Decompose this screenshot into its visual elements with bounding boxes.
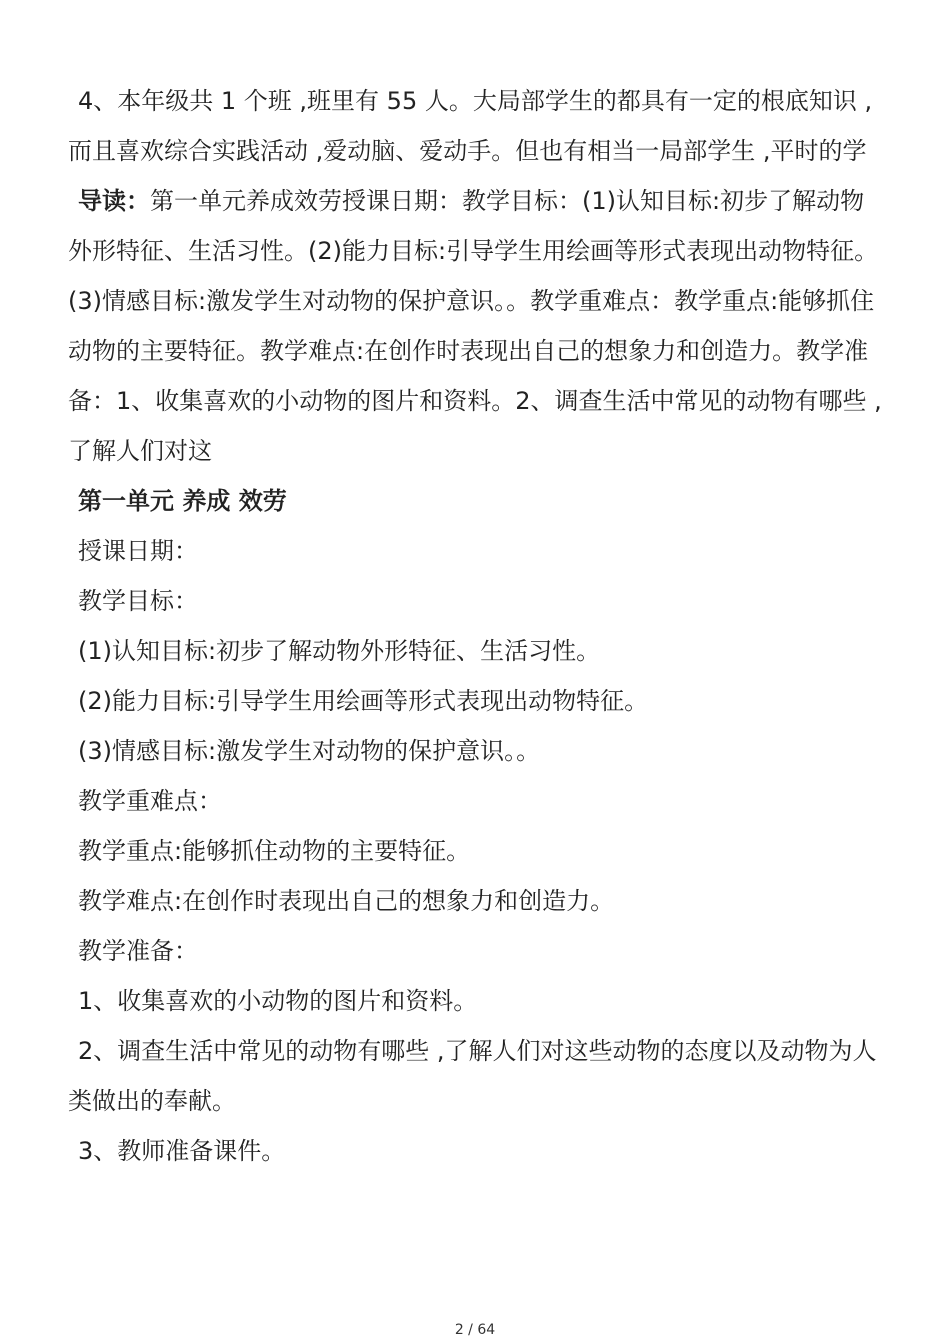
document-page [68, 76, 882, 1176]
difficult-point: 教学难点:在创作时表现出自己的想象力和创造力。 [78, 887, 615, 915]
preparation-item-2: 2、调查生活中常见的动物有哪些 ,了解人们对这些动物的态度以及动物为人类做出的奉献。 [68, 1037, 877, 1115]
objective-ability: (2)能力目标:引导学生用绘画等形式表现出动物特征。 [78, 687, 649, 715]
preparation-item-3: 3、教师准备课件。 [78, 1137, 286, 1165]
preparation-heading: 教学准备： [78, 937, 198, 965]
objectives-heading: 教学目标： [78, 587, 198, 615]
summary-paragraph [68, 176, 882, 476]
key-difficult-heading: 教学重难点： [78, 787, 222, 815]
summary-text: 第一单元养成效劳授课日期：教学目标：(1)认知目标:初步了解动物外形特征、生活习性。(2)能力目标:引导学生用绘画等形式表现出动物特征。(3)情感目标:激发学生对动物的保护意识。。教学重难点：教学重点:能够抓住动物的主要特征。教学难点:在创作时表现出自己的想象力和创造力。教学准备：1、收集喜欢的小动物的图片和资料。2、调查生活中常见的动物有哪些 ,了解人们对这 [68, 187, 882, 465]
summary-label: 导读： [78, 187, 150, 215]
objective-emotion: (3)情感目标:激发学生对动物的保护意识。。 [78, 737, 541, 765]
unit-title: 第一单元 养成 效劳 [78, 487, 287, 515]
page-indicator: 2 / 64 [454, 1322, 496, 1338]
objective-cognitive: (1)认知目标:初步了解动物外形特征、生活习性。 [78, 637, 601, 665]
lesson-date-label: 授课日期： [78, 537, 198, 565]
intro-paragraph: 4、本年级共 1 个班 ,班里有 55 人。大局部学生的都具有一定的根底知识 ,而且喜欢综合实践活动 ,爱动脑、爱动手。但也有相当一局部学生 ,平时的学 [68, 87, 873, 165]
preparation-item-1: 1、收集喜欢的小动物的图片和资料。 [78, 987, 478, 1015]
key-point: 教学重点:能够抓住动物的主要特征。 [78, 837, 471, 865]
